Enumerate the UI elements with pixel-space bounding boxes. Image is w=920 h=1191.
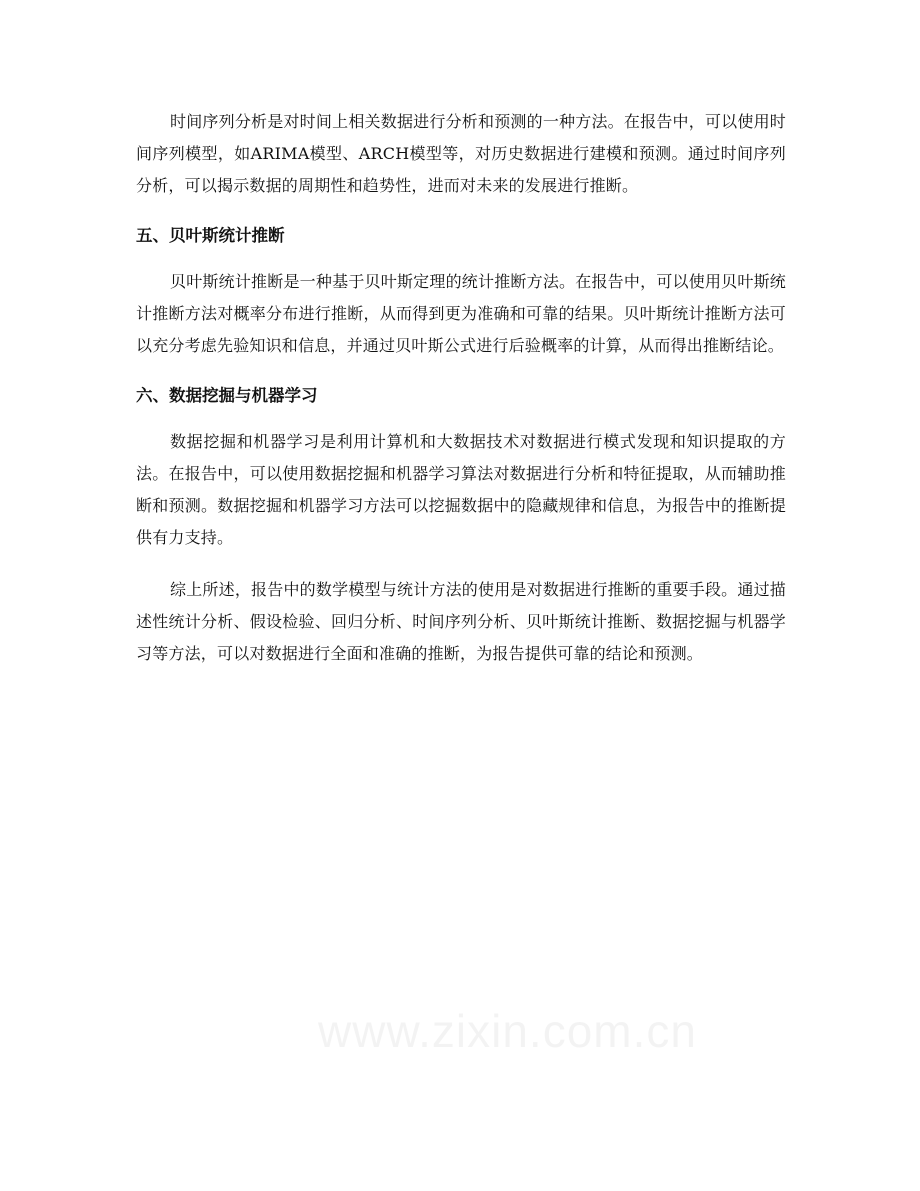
watermark-text xyxy=(318,1004,697,1058)
document-body xyxy=(136,106,786,690)
paragraph-data-mining: 数据挖掘和机器学习是利用计算机和大数据技术对数据进行模式发现和知识提取的方法。在报告中，可以使用数据挖掘和机器学习算法对数据进行分析和特征提取，从而辅助推断和预测。数据挖掘和机器学习方法可以挖掘数据中的隐藏规律和信息，为报告中的推断提供有力支持。 xyxy=(136,432,786,547)
heading-data-mining: 六、数据挖掘与机器学习 xyxy=(136,386,318,405)
paragraph-bayesian: 贝叶斯统计推断是一种基于贝叶斯定理的统计推断方法。在报告中，可以使用贝叶斯统计推断方法对概率分布进行推断，从而得到更为准确和可靠的结果。贝叶斯统计推断方法可以充分考虑先验知识和信息，并通过贝叶斯公式进行后验概率的计算，从而得出推断结论。 xyxy=(136,272,786,355)
paragraph-time-series: 时间序列分析是对时间上相关数据进行分析和预测的一种方法。在报告中，可以使用时间序列模型，如ARIMA模型、ARCH模型等，对历史数据进行建模和预测。通过时间序列分析，可以揭示数据的周期性和趋势性，进而对未来的发展进行推断。 xyxy=(136,112,786,195)
paragraph-summary: 综上所述，报告中的数学模型与统计方法的使用是对数据进行推断的重要手段。通过描述性统计分析、假设检验、回归分析、时间序列分析、贝叶斯统计推断、数据挖掘与机器学习等方法，可以对数据进行全面和准确的推断，为报告提供可靠的结论和预测。 xyxy=(136,580,786,663)
heading-bayesian-inference: 五、贝叶斯统计推断 xyxy=(136,226,285,245)
